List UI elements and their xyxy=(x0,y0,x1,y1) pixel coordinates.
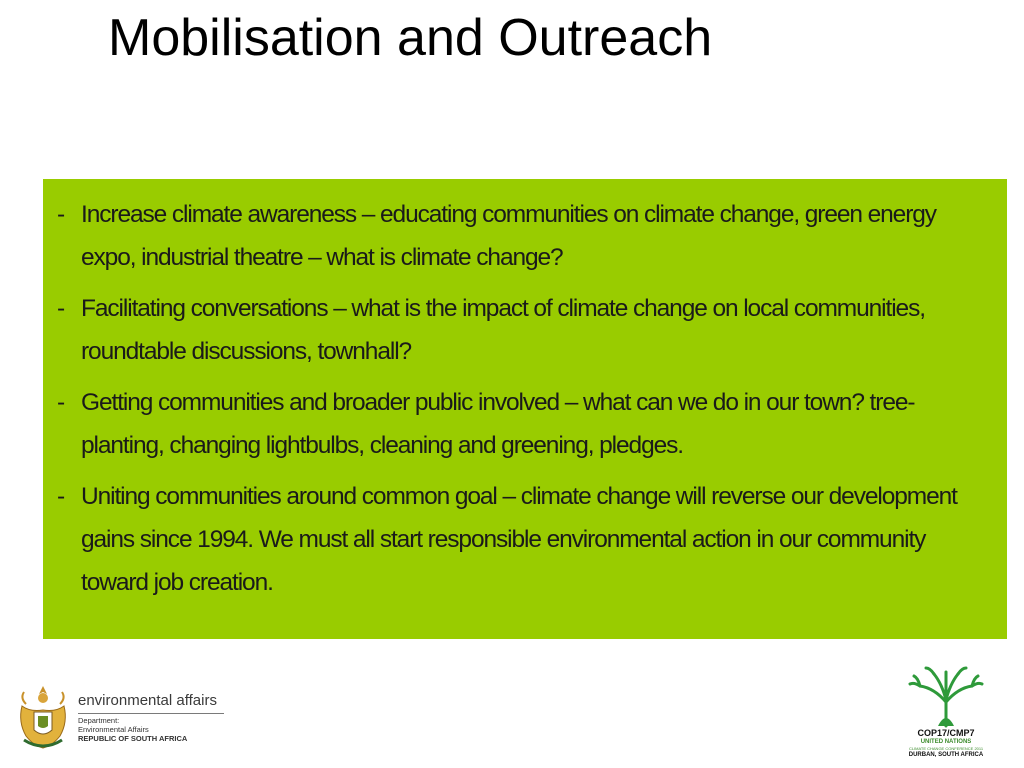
bullet-text: what can we do in our town? tree-planting, changing lightbulbs, cleaning and greening, pledges. xyxy=(81,389,915,459)
bullet-lead: Facilitating conversations xyxy=(81,295,328,322)
bullet-item xyxy=(55,287,995,373)
bullet-lead: Increase climate awareness xyxy=(81,201,357,228)
department-line-2: Environmental Affairs xyxy=(78,725,149,734)
bullet-item xyxy=(55,381,995,467)
department-logo xyxy=(16,680,246,756)
bullet-lead: Getting communities and broader public involved – xyxy=(81,389,578,416)
bullet-list xyxy=(55,193,995,604)
department-name: environmental affairs xyxy=(78,692,217,709)
content-box xyxy=(43,179,1007,639)
slide-title: Mobilisation and Outreach xyxy=(108,9,713,67)
bullet-lead: Uniting communities around common goal – xyxy=(81,483,515,510)
department-line-1: Department: xyxy=(78,716,120,725)
department-line-3: REPUBLIC OF SOUTH AFRICA xyxy=(78,734,188,743)
cop-place: DURBAN, SOUTH AFRICA xyxy=(908,752,984,758)
bullet-text: climate change will reverse our development gains since 1994. We must all start responsible environmental action in our community toward job creation. xyxy=(81,483,957,596)
coat-of-arms-icon xyxy=(16,682,70,752)
cop17-logo xyxy=(900,664,1000,764)
cop-title: COP17/CMP7 xyxy=(917,728,975,738)
bullet-dash: - xyxy=(57,295,65,322)
bullet-dash: - xyxy=(57,483,65,510)
bullet-dash: - xyxy=(57,201,65,228)
cop-org: UNITED NATIONS xyxy=(920,739,972,745)
bullet-item xyxy=(55,193,995,279)
bullet-text: – educating communities on climate change, green energy expo, industrial theatre – what is climate change? xyxy=(81,201,936,271)
bullet-text: – what is the impact of climate change on local communities, roundtable discussions, townhall? xyxy=(81,295,925,365)
cop-conference: CLIMATE CHANGE CONFERENCE 2011 xyxy=(908,746,984,751)
baobab-tree-icon xyxy=(904,664,988,728)
department-divider xyxy=(78,713,224,714)
bullet-dash: - xyxy=(57,389,65,416)
bullet-item xyxy=(55,475,995,604)
